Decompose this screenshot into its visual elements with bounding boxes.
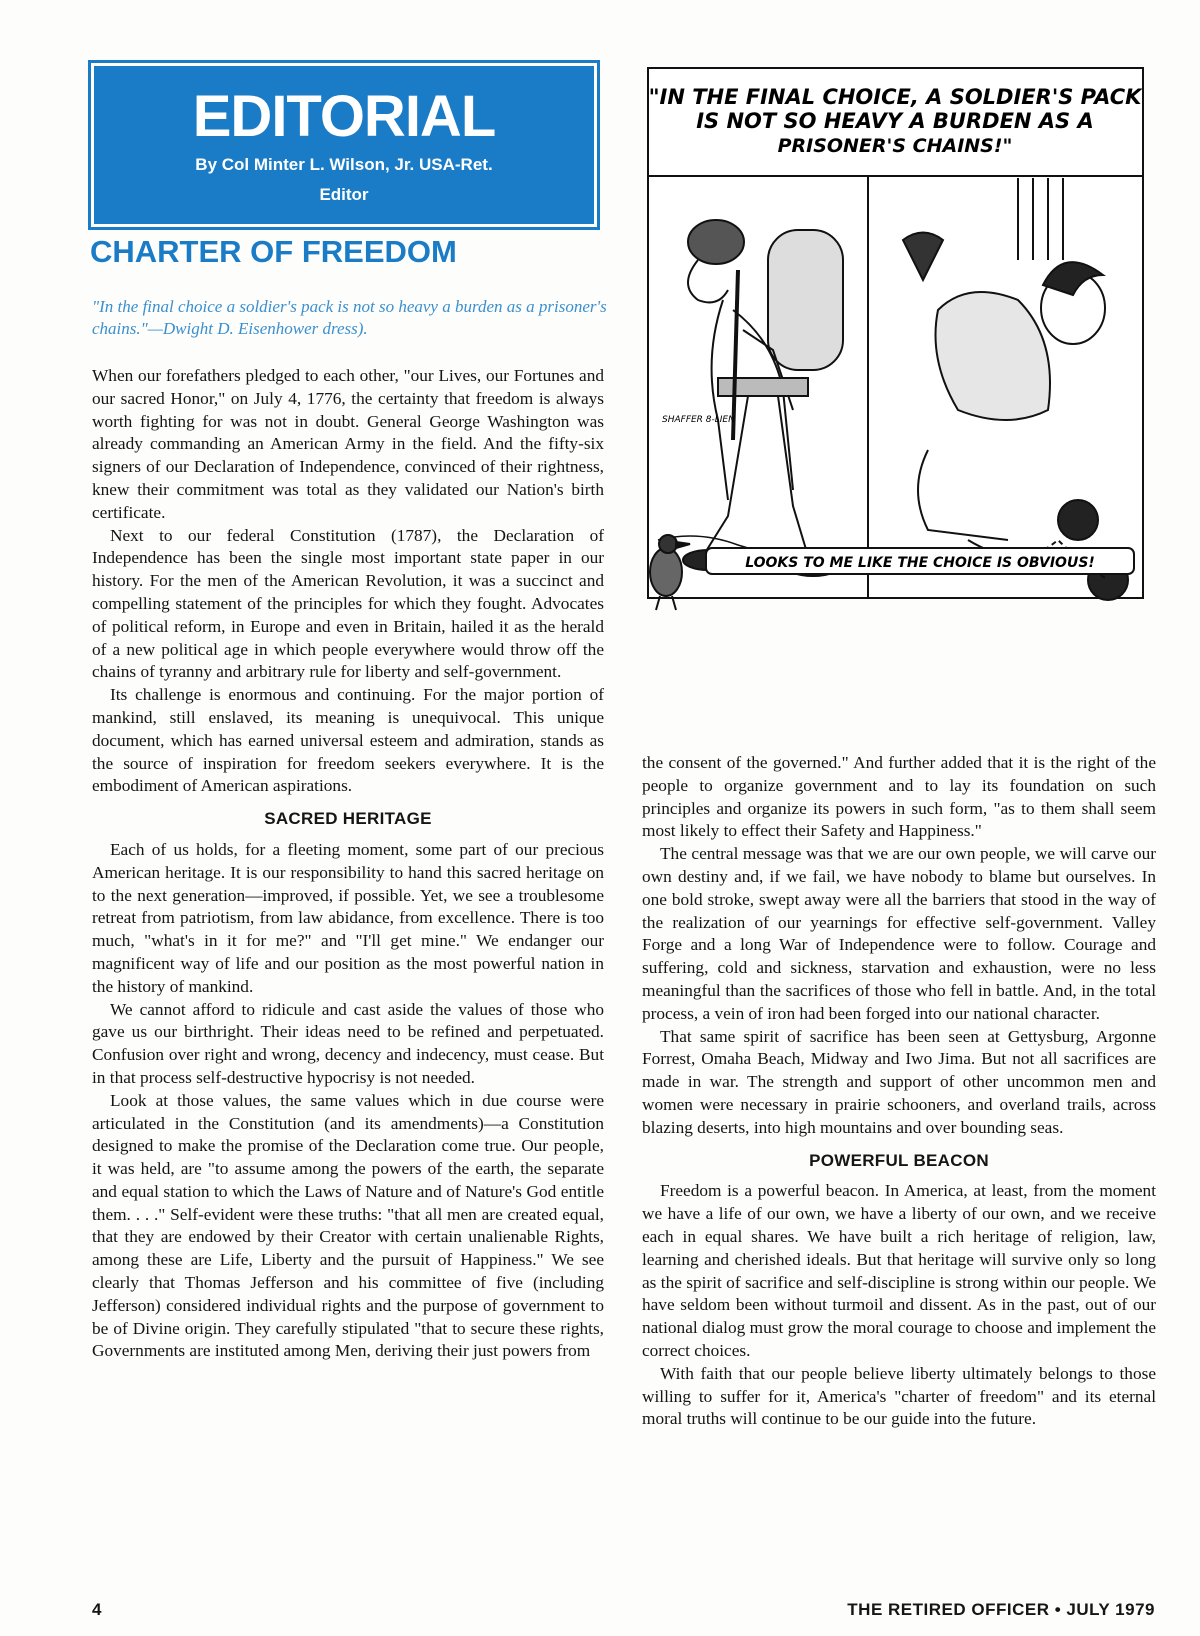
right-column xyxy=(642,752,1156,1431)
paragraph: With faith that our people believe liberty ultimately belongs to those willing to suffer for it, America's "charter of freedom" and its eternal moral truths will continue to be our guide into the future. xyxy=(642,1363,1156,1429)
publication-line: THE RETIRED OFFICER • JULY 1979 xyxy=(847,1600,1155,1619)
paragraph: That same spirit of sacrifice has been seen at Gettysburg, Argonne Forrest, Omaha Beach, Midway and Iwo Jima. But not all sacrifices are made in war. The strength and support of other uncommon men and women were necessary in prairie schooners, and overland trails, across blazing deserts, into high mountains and over bounding seas. xyxy=(642,1026,1156,1137)
caption-line-3: PRISONER'S CHAINS!" xyxy=(777,135,1013,157)
article-headline: CHARTER OF FREEDOM xyxy=(90,234,457,269)
section-heading-sacred-heritage: SACRED HERITAGE xyxy=(264,809,432,829)
epigraph-quote: "In the final choice a soldier's pack is not so heavy a burden as a prisoner's chains."—Dwight D. Eisenhower dress). xyxy=(92,297,607,338)
paragraph: Each of us holds, for a fleeting moment, some part of our precious American heritage. It is our responsibility to hand this sacred heritage on to the next generation—improved, if possible. Yet, we see a troublesome retreat from patriotism, from law abidance, from excellence. There is too much, "what's in it for me?" and "I'll get mine." We endanger our magnificent way of life and our position as the most powerful nation in the history of mankind. xyxy=(92,839,604,996)
editorial-wordmark: EDITORIAL xyxy=(192,84,496,149)
byline-author: By Col Minter L. Wilson, Jr. USA-Ret. xyxy=(195,155,493,174)
paragraph: When our forefathers pledged to each other, "our Lives, our Fortunes and our sacred Honor," on July 4, 1776, the certainty that freedom is always worth fighting for was not in doubt. General George Washington was already commanding an American Army in the field. And the fifty-six signers of our Declaration of Independence, convinced of their rightness, knew their commitment was total as they validated our Nation's birth certificate. xyxy=(92,366,604,522)
section-heading-powerful-beacon: POWERFUL BEACON xyxy=(809,1150,989,1170)
paragraph: Next to our federal Constitution (1787), the Declaration of Independence has been the single most important state paper in our history. For the men of the American Revolution, it was a succinct and compelling statement of the principles for which they fought. Advocates of political reform, in Europe and even in Britain, hailed it as the herald of a new political age in which people everywhere would throw off the chains of tyranny and arbitrary rule for liberty and self-government. xyxy=(92,525,604,682)
caption-line-2: IS NOT SO HEAVY A BURDEN AS A xyxy=(696,109,1094,133)
masthead-panel xyxy=(94,66,594,224)
bird-quote: LOOKS TO ME LIKE THE CHOICE IS OBVIOUS! xyxy=(745,555,1095,571)
paragraph: Look at those values, the same values which in due course were articulated in the Constitution (and its amendments)—a Constitution designed to make the promise of the Declaration come true. Our people, it was held, are "to assume among the powers of the earth, the separate and equal station to which the Laws of Nature and of Nature's God entitle them. . . ." Self-evident were these truths: "that all men are created equal, that they are endowed by their Creator with certain unalienable Rights, among these are Life, Liberty and the pursuit of Happiness." We see clearly that Thomas Jefferson and his committee of five (including Jefferson) considered individual rights and the purpose of government to be of Divine origin. They carefully stipulated "that to secure these rights, Governments are instituted among Men, deriving their just powers from xyxy=(92,1090,604,1361)
paragraph: The central message was that we are our own people, we will carve our own destiny and, if we fail, we have nobody to blame but ourselves. In one bold stroke, swept away were all the barriers that stood in the way of the realization of our yearnings for effective self-government. Valley Forge and a long War of Independence were to follow. Courage and suffering, cold and sickness, starvation and exhaustion, were no less meaningful than the sacrifices of those who fell in battle. And, in the total process, a vein of iron had been forged into our national character. xyxy=(642,844,1156,1023)
cartoon-drawing xyxy=(638,60,1155,630)
artist-signature: SHAFFER 8-LIEN xyxy=(662,415,735,425)
paragraph: Its challenge is enormous and continuing. For the major portion of mankind, still enslaved, its meaning is unequivocal. This unique document, which has earned universal esteem and admiration, stands as the source of inspiration for freedom seekers everywhere. It is the embodiment of American aspirations. xyxy=(92,685,604,796)
left-column xyxy=(92,365,604,1363)
editorial-cartoon xyxy=(638,60,1155,630)
paragraph: Freedom is a powerful beacon. In America, at least, from the moment we have a life of our own, we have a liberty of our own, and we receive each in equal shares. We have built a rich heritage of religion, law, learning and cherished ideals. But that heritage will survive only so long as the spirit of sacrifice and self-discipline is strong within our people. We have seldom been without turmoil and dissent. As in the past, out of our national dialog must grow the moral courage to choose and implement the correct choices. xyxy=(642,1181,1156,1360)
editorial-masthead xyxy=(88,60,600,230)
paragraph: We cannot afford to ridicule and cast aside the values of those who gave us our birthright. Their ideas need to be refined and perpetuated. Confusion over right and wrong, decency and indecency, must cease. But in that process self-destructive hypocrisy is not needed. xyxy=(92,999,604,1087)
byline-title: Editor xyxy=(319,185,369,204)
paragraph: the consent of the governed." And further added that it is the right of the people to organize government and to lay its foundation on such principles and organize its powers in such form, "as to them shall seem most likely to effect their Safety and Happiness." xyxy=(642,753,1156,841)
caption-line-1: "IN THE FINAL CHOICE, A SOLDIER'S PACK xyxy=(648,85,1142,109)
page-number: 4 xyxy=(92,1600,102,1619)
